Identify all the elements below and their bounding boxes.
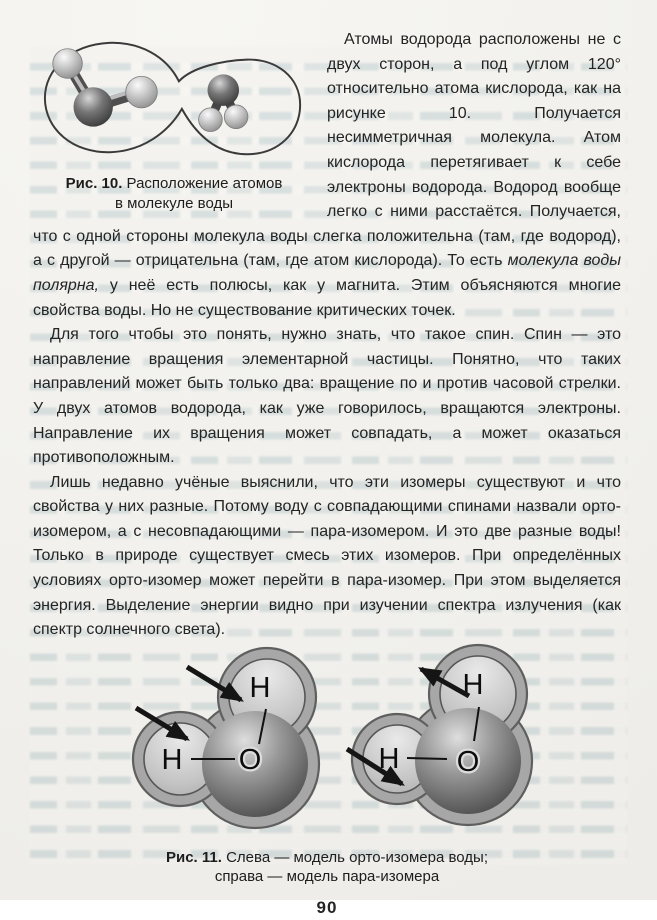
figure-10-caption-line2: в молекуле воды	[114, 194, 234, 212]
figure-10-number: Рис. 10.	[65, 175, 123, 192]
para-isomer-model	[347, 645, 532, 825]
atom-label-h: H	[378, 742, 400, 775]
atom-label-h: H	[249, 671, 271, 704]
ball-stick-molecule-right	[199, 74, 248, 131]
atom-label-o: O	[456, 745, 480, 778]
figure-11-caption-line2: справа — модель пара-изомера	[214, 868, 440, 886]
figure-10	[33, 32, 315, 213]
paragraph-3: Лишь недавно учёные выяснили, что эти изомеры существуют и что свойства у них разные. Потому воду с совпадающими спинами назвали орто-изомером, а с несовпадающими — пара-изомером. И это две разные воды! Только в природе существует смесь этих изомеров. При определённых условиях орто-изомер может перейти в пара-изомер. При этом выделяется энергия. Выделение энергии видно при изучении спектра излучения (как спектр солнечного света).	[33, 473, 621, 639]
figure-11-caption	[33, 848, 621, 887]
isomer-models-image	[33, 647, 633, 842]
figure-11	[33, 647, 621, 887]
paragraph-1-text-a: Атомы водорода расположены не с двух сторон, а под углом 120° относительно атома кислорода, как на рисунке 10. Получается несимметричная молекула. Атом кислорода перетягивает к себе электроны водорода. Водород вообще легко с ними расстаётся. Получается, что с одной стороны молекула воды слегка положительна (там, где водород), а с другой — отрицательна (там, где атом кислорода). То есть	[33, 31, 621, 270]
italic-phrase: молекула воды полярна,	[33, 252, 621, 294]
figure-10-caption	[33, 174, 315, 213]
atom-label-h: H	[161, 743, 183, 776]
water-molecule-atoms-image	[36, 32, 312, 168]
figure-11-caption-line1: Слева — модель орто-изомера воды;	[221, 848, 488, 866]
ball-stick-molecule-left	[53, 49, 157, 127]
paragraph-1-text-b: у неё есть полюсы, как у магнита. Этим объясняются многие свойства воды. Но не существование критических точек.	[33, 276, 621, 319]
ortho-isomer-model	[133, 648, 319, 828]
paragraph-2: Для того чтобы это понять, нужно знать, что такое спин. Спин — это направление вращения элементарной частицы. Понятно, что таких направлений может быть только два: вращение по и против часовой стрелки. У двух атомов водорода, как уже говорилось, вращаются электроны. Направление их вращения может совпадать, а может оказаться противоположным.	[33, 326, 621, 467]
figure-11-number: Рис. 11.	[165, 848, 222, 866]
figure-10-caption-line1: Расположение атомов	[122, 175, 283, 192]
atom-label-h: H	[462, 668, 484, 701]
atom-label-o: O	[238, 743, 262, 776]
page-number: 90	[316, 897, 338, 917]
